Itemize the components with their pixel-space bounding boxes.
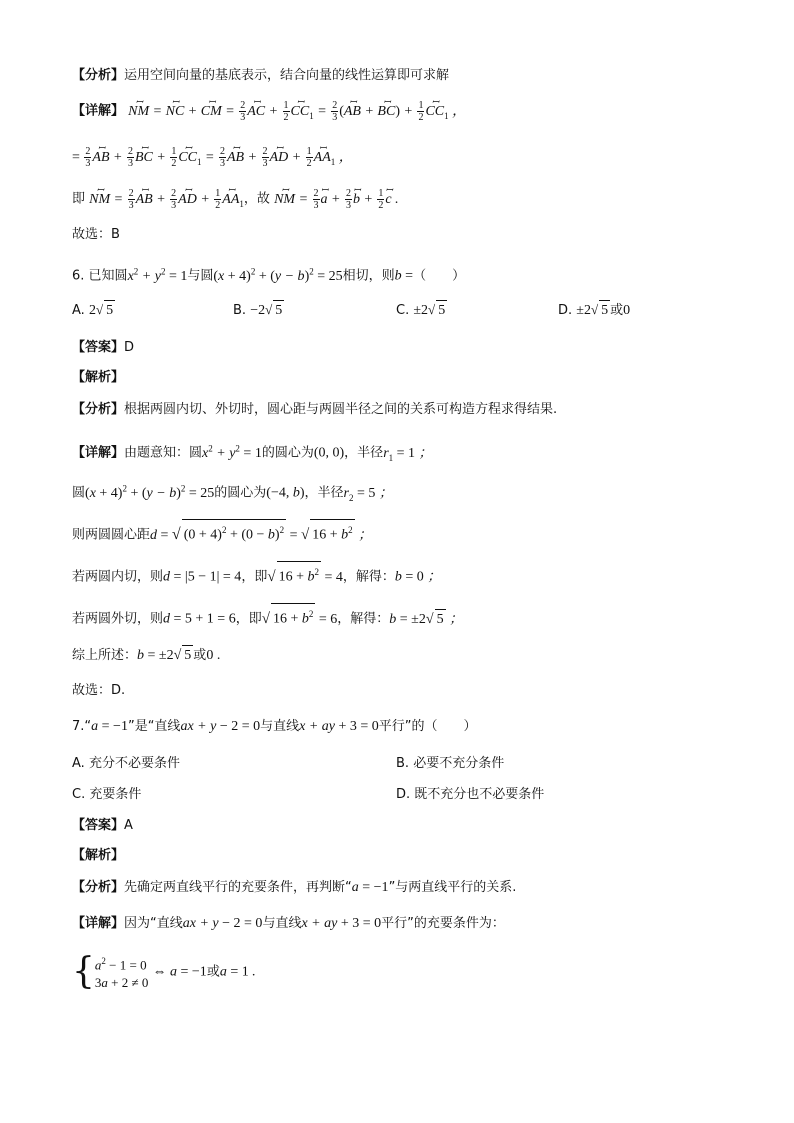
question-number: 6. (72, 268, 85, 284)
detail-tag: 【详解】 (72, 916, 125, 931)
formula: a = 1 . (219, 964, 256, 980)
q5-conclusion (72, 225, 120, 245)
solution-tag: 【解析】 (72, 370, 125, 385)
stem-text: 平行”的（ ） (378, 719, 477, 734)
stem-text: 已知圆 (88, 268, 128, 284)
therefore-word: 即 (72, 191, 86, 207)
q6-detail-line-5 (72, 603, 463, 630)
formula: ꟷ NM = $\frac{2}{3}$ ꟷ AB + $\frac{2}{3}$ ꟷ AD + $\frac{1}{2}$ ꟷ $AA_1$ (89, 192, 244, 207)
detail-text: 若两圆内切，则 (72, 569, 164, 585)
detail-text: ，即 (241, 569, 268, 585)
detail-text: 因为“直线 (124, 916, 183, 931)
conclusion-text: 故选：D. (72, 683, 126, 698)
option-value: 必要不充分条件 (413, 756, 505, 771)
option-label: C. (72, 787, 86, 802)
formula: a = −1 (351, 880, 389, 895)
q6-conclusion (72, 681, 125, 701)
answer-tag: 【答案】 (72, 340, 125, 355)
detail-text: 综上所述： (72, 648, 138, 663)
option-value: 充分不必要条件 (88, 756, 180, 771)
formula: ax + y − 2 = 0 (182, 916, 263, 931)
q6-detail-line-6 (72, 645, 220, 666)
formula: x + ay + 3 = 0 (299, 719, 379, 734)
formula: $(x + 4)^2 + (y - b)^2 = 25$ (213, 266, 343, 284)
detail-text: 由题意知：圆 (124, 445, 203, 461)
detail-text: 则两圆圆心距 (72, 527, 151, 543)
option-value: 2√ 5 (89, 303, 115, 318)
analysis-text: 先确定两直线平行的充要条件，再判断“ (124, 880, 352, 895)
left-brace: { (72, 951, 95, 993)
detail-tag: 【详解】 (72, 445, 125, 461)
detail-text: 若两圆外切，则 (72, 611, 164, 627)
q7-option-d[interactable] (396, 785, 544, 805)
stem-text: “ (84, 719, 92, 734)
solution-tag: 【解析】 (72, 848, 125, 863)
stem-text: 相切，则 (342, 268, 395, 284)
option-value: 充要条件 (89, 787, 142, 802)
option-label: D. (396, 787, 411, 802)
q6-stem (72, 261, 465, 287)
formula: ꟷ NM = ꟷ NC + ꟷ CM = $\frac{2}{3}$ ꟷ AC + $\frac{1}{2}$ ꟷ $CC_1$ = $\frac{2}{3}$ (ꟷ AB + ꟷ BC) + $\frac{1}{2}$ ꟷ $CC_1$ ， (128, 104, 466, 119)
detail-text: ，解得： (342, 569, 395, 585)
answer-value: A (124, 818, 133, 833)
q5-detail-line-3 (72, 188, 399, 214)
analysis-text: ”与两直线平行的关系. (388, 880, 517, 895)
detail-text: 的圆心为 (214, 485, 267, 501)
detail-text: ，即 (235, 611, 262, 627)
formula: (−4, b) (266, 485, 305, 501)
option-label: A. (72, 756, 85, 771)
analysis-text: 运用空间向量的基底表示，结合向量的线性运算即可求解 (124, 68, 450, 83)
analysis-tag: 【分析】 (72, 68, 125, 83)
condition-system: $a^2 - 1 = 0$ 3a + 2 ≠ 0 (94, 956, 149, 991)
formula: b = (394, 268, 414, 284)
option-label: A. (72, 303, 85, 318)
q6-detail-line-4 (72, 561, 441, 588)
q6-detail-line-1 (72, 438, 433, 467)
analysis-tag: 【分析】 (72, 402, 125, 417)
formula: b = ±2√ 5 ； (389, 612, 463, 627)
formula: √ $16 + b^2 = 4$ (267, 570, 343, 585)
detail-text: 或 (206, 964, 220, 980)
q7-detail-line-2 (72, 952, 256, 992)
q7-solution-header (72, 846, 124, 866)
analysis-tag: 【分析】 (72, 880, 125, 895)
detail-text: 的圆心为 (261, 445, 314, 461)
analysis-text: 根据两圆内切、外切时，圆心距与两圆半径之间的关系可构造方程求得结果. (124, 402, 558, 417)
q7-analysis (72, 878, 516, 898)
q5-detail-line-1 (72, 100, 466, 126)
q5-analysis (72, 66, 449, 86)
q6-option-a[interactable] (72, 300, 115, 321)
detail-text: 或 (193, 648, 207, 663)
formula: x + ay + 3 = 0 (301, 916, 382, 931)
stem-text: ”是“直线 (127, 719, 181, 734)
q7-option-a[interactable] (72, 754, 180, 774)
q6-answer (72, 338, 134, 358)
formula: $(x + 4)^2 + (y - b)^2 = 25$ (85, 483, 215, 501)
detail-text: 圆 (72, 485, 86, 501)
formula: $x^2 + y^2 = 1$ (127, 266, 188, 284)
formula: d = |5 − 1| = 4 (163, 569, 242, 585)
option-value: ±2√ 5 或0 (576, 303, 630, 318)
detail-text: ，半径 (344, 445, 384, 461)
option-value: −2√ 5 (250, 303, 284, 318)
q6-solution-header (72, 368, 124, 388)
q7-option-b[interactable] (396, 754, 504, 774)
answer-value: D (124, 340, 135, 355)
stem-text: 与圆 (187, 268, 214, 284)
so-word: ，故 (243, 191, 270, 207)
answer-tag: 【答案】 (72, 818, 125, 833)
q6-option-b[interactable] (233, 300, 284, 321)
q6-detail-line-2 (72, 478, 393, 507)
detail-text: 平行”的充要条件为： (381, 916, 505, 931)
q7-detail-line-1 (72, 914, 505, 934)
option-label: C. (396, 303, 410, 318)
detail-text: 与直线 (262, 916, 302, 931)
option-value: ±2√ 5 (413, 303, 447, 318)
detail-text: ，解得： (337, 611, 390, 627)
formula: d = √ $(0 + 4)^2 + (0 - b)^2$ = √ $16 + b^2$ ； (150, 528, 372, 543)
formula: = $\frac{2}{3}$ ꟷ AB + $\frac{2}{3}$ ꟷ BC + $\frac{1}{2}$ ꟷ $CC_1$ = $\frac{2}{3}$ ꟷ AB + $\frac{2}{3}$ ꟷ AD + $\frac{1}{2}$ ꟷ $AA_1$ ， (72, 150, 353, 165)
option-label: B. (396, 756, 410, 771)
formula: b = ±2√ 5 (137, 648, 193, 663)
q7-stem (72, 717, 477, 737)
formula: 0 . (206, 648, 221, 663)
formula: $r_2 = 5$ ； (343, 485, 393, 503)
formula: $x^2 + y^2 = 1$ (202, 443, 262, 461)
formula: √ $16 + b^2 = 6$ (262, 612, 338, 627)
q6-option-c[interactable] (396, 300, 447, 321)
detail-tag: 【详解】 (72, 103, 125, 119)
formula: d = 5 + 1 = 6 (163, 611, 236, 627)
formula: a = −1 (91, 719, 128, 734)
q7-answer (72, 816, 133, 836)
option-value: 既不充分也不必要条件 (414, 787, 545, 802)
detail-text: ，半径 (304, 485, 344, 501)
q5-detail-line-2 (72, 146, 353, 172)
formula: $r_1 = 1$ ； (383, 445, 433, 463)
option-label: D. (558, 303, 573, 318)
formula: b = 0 ； (394, 569, 442, 585)
q6-option-d[interactable] (558, 300, 630, 321)
formula: ꟷ NM = $\frac{2}{3}$ ꟷ a + $\frac{2}{3}$ ꟷ b + $\frac{1}{2}$ ꟷ c . (274, 192, 399, 207)
q6-detail-line-3 (72, 519, 372, 546)
formula: (0, 0) (313, 445, 345, 461)
q6-analysis (72, 400, 557, 420)
option-label: B. (233, 303, 247, 318)
question-number: 7. (72, 719, 85, 734)
conclusion-text: 故选：B (72, 227, 120, 242)
formula: ⇔ a = −1 (152, 964, 207, 980)
formula: ax + y − 2 = 0 (180, 719, 261, 734)
q7-option-c[interactable] (72, 785, 141, 805)
stem-text: 与直线 (260, 719, 300, 734)
stem-text: （ ） (413, 268, 466, 284)
